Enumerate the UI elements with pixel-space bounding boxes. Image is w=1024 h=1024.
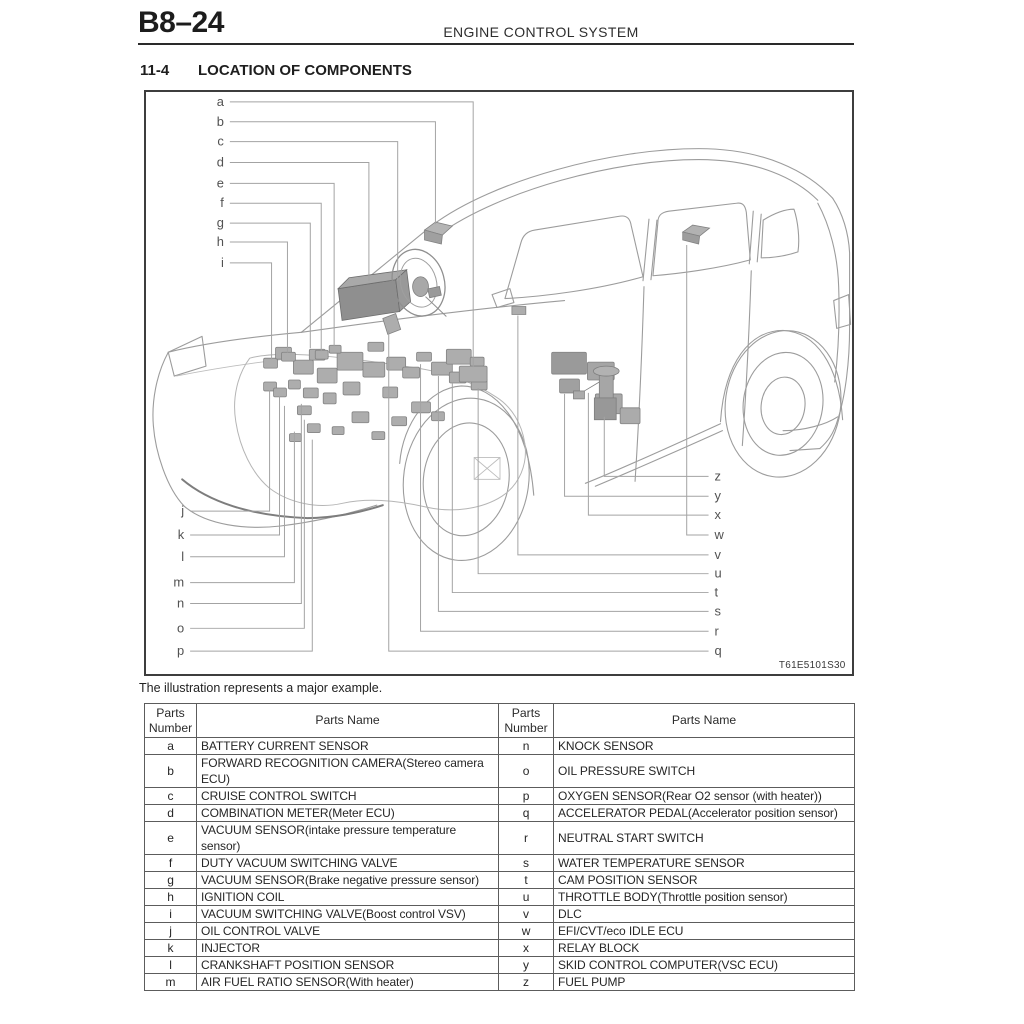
diagram-label-t: t — [714, 584, 719, 600]
leader-line-o — [190, 420, 304, 629]
table-row — [145, 855, 855, 872]
leader-line-v — [518, 315, 709, 554]
diagram-label-l: l — [181, 548, 185, 564]
parts-name-cell: VACUUM SENSOR(Brake negative pressure sensor) — [197, 872, 499, 889]
parts-name-cell: RELAY BLOCK — [554, 940, 855, 957]
car-illustration — [146, 92, 852, 674]
parts-name-cell: OIL PRESSURE SWITCH — [554, 755, 855, 788]
section-title: LOCATION OF COMPONENTS — [198, 62, 412, 79]
parts-number-cell: z — [499, 974, 554, 991]
table-row — [145, 788, 855, 805]
parts-name-cell: DUTY VACUUM SWITCHING VALVE — [197, 855, 499, 872]
parts-name-cell: VACUUM SENSOR(intake pressure temperature sensor) — [197, 822, 499, 855]
parts-number-cell: w — [499, 923, 554, 940]
parts-name-cell: WATER TEMPERATURE SENSOR — [554, 855, 855, 872]
parts-number-cell: r — [499, 822, 554, 855]
header-title: ENGINE CONTROL SYSTEM — [443, 24, 639, 40]
parts-name-cell: EFI/CVT/eco IDLE ECU — [554, 923, 855, 940]
diagram-label-m: m — [173, 574, 185, 590]
parts-name-cell: NEUTRAL START SWITCH — [554, 822, 855, 855]
cruise-control-switch — [428, 287, 442, 298]
battery-current-sensor — [459, 366, 487, 382]
table-row — [145, 872, 855, 889]
table-row — [145, 738, 855, 755]
forward-recognition-camera — [425, 222, 453, 244]
page-number: B8–24 — [138, 6, 224, 39]
diagram-label-n: n — [176, 595, 185, 611]
parts-number-cell: q — [499, 805, 554, 822]
parts-name-cell: THROTTLE BODY(Throttle position sensor) — [554, 889, 855, 906]
table-row — [145, 822, 855, 855]
parts-name-cell: OIL CONTROL VALVE — [197, 923, 499, 940]
parts-name-cell: AIR FUEL RATIO SENSOR(With heater) — [197, 974, 499, 991]
diagram-label-j: j — [181, 503, 185, 519]
parts-number-cell: l — [145, 957, 197, 974]
parts-name-cell: CRANKSHAFT POSITION SENSOR — [197, 957, 499, 974]
parts-name-cell: ACCELERATOR PEDAL(Accelerator position sensor) — [554, 805, 855, 822]
parts-number-cell: b — [145, 755, 197, 788]
table-row — [145, 755, 855, 788]
diagram-label-q: q — [714, 643, 722, 659]
table-row — [145, 805, 855, 822]
figure-code: T61E5101S30 — [778, 660, 846, 672]
leader-line-i — [230, 263, 272, 359]
parts-name-cell: FUEL PUMP — [554, 974, 855, 991]
diagram-label-r: r — [714, 623, 719, 639]
diagram-label-d: d — [216, 154, 224, 170]
parts-number-cell: n — [499, 738, 554, 755]
parts-number-cell: o — [499, 755, 554, 788]
table-row — [145, 974, 855, 991]
parts-name-cell: IGNITION COIL — [197, 889, 499, 906]
header-row — [145, 704, 855, 738]
diagram-label-h: h — [216, 233, 224, 249]
diagram-label-y: y — [714, 488, 721, 504]
diagram-label-s: s — [714, 603, 721, 619]
parts-name-cell: INJECTOR — [197, 940, 499, 957]
parts-table-body — [145, 738, 855, 991]
parts-number-cell: y — [499, 957, 554, 974]
parts-number-cell: a — [145, 738, 197, 755]
diagram-label-i: i — [221, 254, 224, 270]
leader-line-s — [438, 376, 708, 611]
diagram-label-o: o — [176, 620, 185, 636]
leader-line-u — [478, 388, 708, 574]
diagram-label-z: z — [714, 468, 721, 484]
table-row — [145, 957, 855, 974]
parts-number-cell: p — [499, 788, 554, 805]
page-header — [138, 6, 854, 45]
diagram-label-k: k — [177, 526, 185, 542]
parts-number-cell: s — [499, 855, 554, 872]
parts-name-cell: KNOCK SENSOR — [554, 738, 855, 755]
table-row — [145, 923, 855, 940]
col-header-parts-number: Parts Number — [145, 704, 197, 738]
diagram-label-e: e — [216, 175, 224, 191]
section-number: 11-4 — [140, 62, 170, 79]
parts-name-cell: DLC — [554, 906, 855, 923]
parts-table-header — [145, 704, 855, 738]
parts-name-cell: FORWARD RECOGNITION CAMERA(Stereo camera ECU) — [197, 755, 499, 788]
parts-number-cell: v — [499, 906, 554, 923]
diagram-label-x: x — [714, 507, 721, 523]
parts-name-cell: OXYGEN SENSOR(Rear O2 sensor (with heater)) — [554, 788, 855, 805]
dlc-connector — [512, 307, 526, 315]
accelerator-pedal — [383, 313, 401, 334]
col-header-parts-name: Parts Name — [554, 704, 855, 738]
table-row — [145, 889, 855, 906]
parts-name-cell: CRUISE CONTROL SWITCH — [197, 788, 499, 805]
parts-table — [144, 703, 855, 991]
parts-number-cell: k — [145, 940, 197, 957]
parts-number-cell: u — [499, 889, 554, 906]
diagram-label-w: w — [714, 526, 724, 542]
section-heading — [140, 62, 412, 79]
leader-line-e — [230, 183, 334, 346]
parts-number-cell: g — [145, 872, 197, 889]
leader-line-z — [604, 417, 708, 477]
parts-name-cell: COMBINATION METER(Meter ECU) — [197, 805, 499, 822]
col-header-parts-number: Parts Number — [499, 704, 554, 738]
parts-name-cell: BATTERY CURRENT SENSOR — [197, 738, 499, 755]
leader-line-b — [230, 122, 436, 224]
parts-number-cell: x — [499, 940, 554, 957]
diagram-label-u: u — [714, 565, 722, 581]
parts-name-cell: VACUUM SWITCHING VALVE(Boost control VSV) — [197, 906, 499, 923]
parts-number-cell: f — [145, 855, 197, 872]
illustration-caption: The illustration represents a major example. — [139, 681, 383, 695]
cabin-ecu-box — [683, 225, 710, 244]
diagram-label-f: f — [220, 195, 224, 211]
diagram-label-c: c — [217, 133, 224, 149]
diagram-label-b: b — [216, 113, 224, 129]
diagram-label-p: p — [176, 643, 185, 659]
leader-line-q — [389, 330, 709, 651]
col-header-parts-name: Parts Name — [197, 704, 499, 738]
leader-line-t — [452, 383, 708, 593]
car-outline — [153, 149, 851, 569]
leader-line-h — [230, 242, 288, 352]
parts-number-cell: h — [145, 889, 197, 906]
parts-number-cell: j — [145, 923, 197, 940]
parts-number-cell: e — [145, 822, 197, 855]
table-row — [145, 940, 855, 957]
parts-number-cell: d — [145, 805, 197, 822]
diagram-label-a: a — [216, 93, 224, 109]
table-row — [145, 906, 855, 923]
leader-line-m — [190, 432, 294, 583]
parts-number-cell: i — [145, 906, 197, 923]
parts-number-cell: c — [145, 788, 197, 805]
diagram-label-g: g — [216, 215, 224, 231]
components-diagram — [144, 90, 854, 676]
parts-number-cell: m — [145, 974, 197, 991]
parts-name-cell: SKID CONTROL COMPUTER(VSC ECU) — [554, 957, 855, 974]
leader-line-f — [230, 203, 321, 351]
parts-number-cell: t — [499, 872, 554, 889]
parts-name-cell: CAM POSITION SENSOR — [554, 872, 855, 889]
diagram-label-v: v — [714, 546, 721, 562]
leader-line-w — [687, 245, 709, 535]
